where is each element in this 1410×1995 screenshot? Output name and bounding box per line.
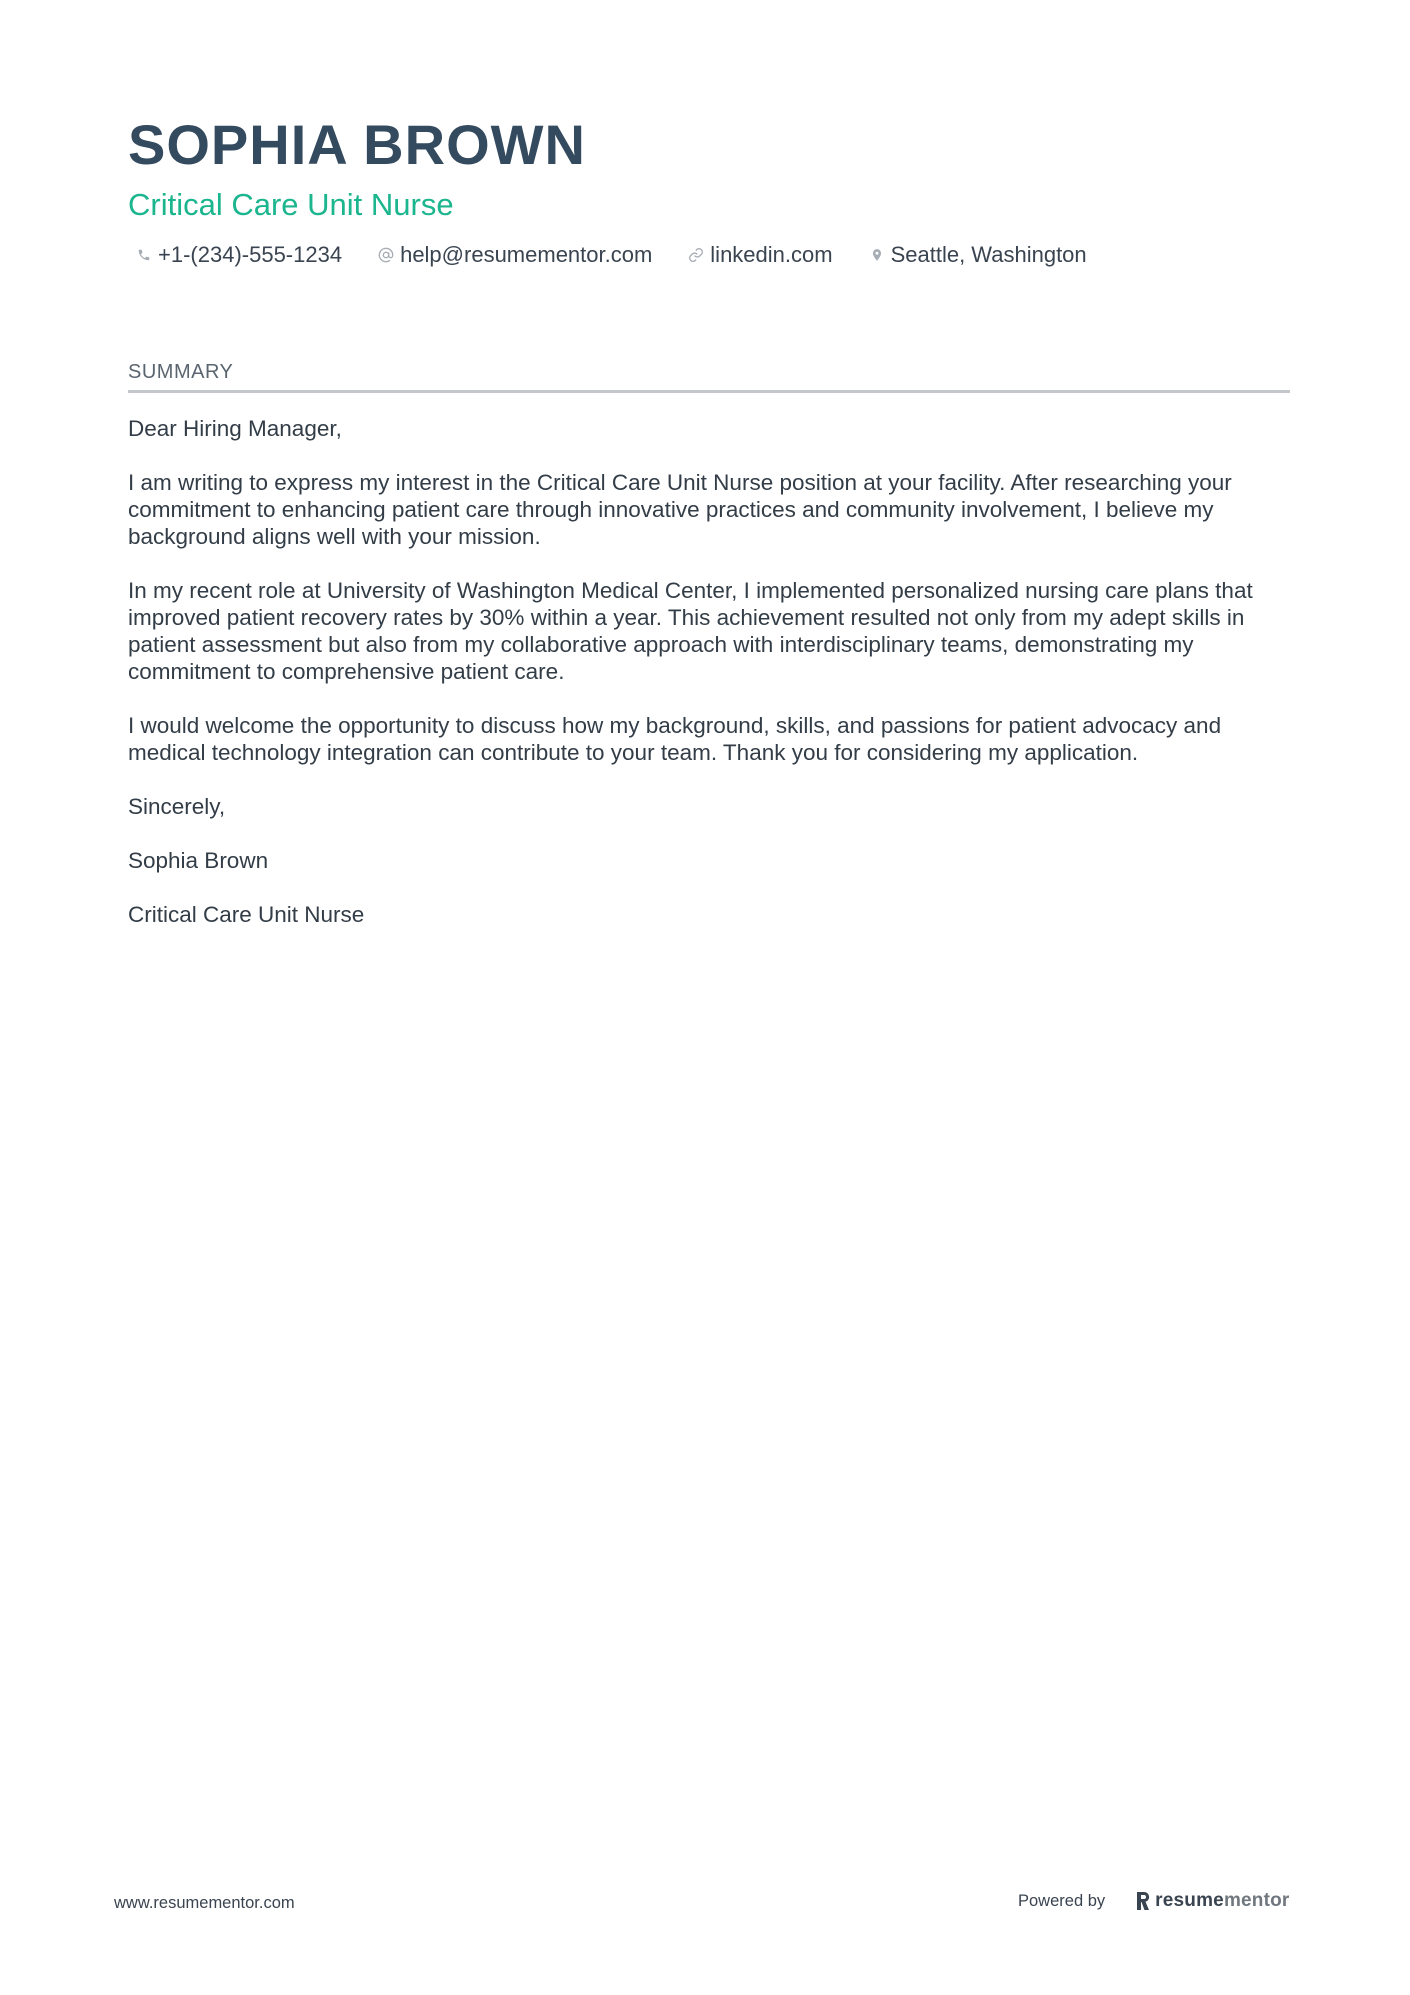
- brand-logo[interactable]: [1135, 1890, 1289, 1912]
- summary-section: [128, 358, 1290, 955]
- job-title: Critical Care Unit Nurse: [128, 187, 454, 222]
- at-icon: [378, 245, 394, 265]
- contact-email[interactable]: [370, 240, 652, 270]
- sign-off: Sincerely,: [128, 794, 226, 819]
- contact-linkedin[interactable]: [680, 240, 832, 270]
- link-icon: [688, 245, 704, 265]
- phone-icon: [136, 245, 152, 265]
- location-pin-icon: [869, 245, 885, 265]
- linkedin-text[interactable]: linkedin.com: [710, 242, 833, 267]
- contact-bar: [128, 240, 1288, 270]
- contact-phone: [128, 240, 342, 270]
- paragraph-closing: I would welcome the opportunity to discuss how my background, skills, and passions for patient advocacy and medical technology integration can contribute to your team. Thank you for considering my application.: [128, 713, 1222, 765]
- letter-body: [128, 415, 1290, 928]
- resumementor-logo-icon: [1135, 1891, 1151, 1911]
- footer-branding: [1018, 1890, 1290, 1912]
- contact-location: [861, 240, 1087, 270]
- signature-title: Critical Care Unit Nurse: [128, 902, 365, 927]
- header: [128, 110, 1288, 270]
- candidate-name: SOPHIA BROWN: [128, 113, 586, 176]
- signature-name: Sophia Brown: [128, 848, 269, 873]
- phone-text: +1-(234)-555-1234: [158, 242, 343, 267]
- email-text[interactable]: help@resumementor.com: [400, 242, 653, 267]
- brand-name-part2: mentor: [1223, 1890, 1290, 1911]
- footer-website[interactable]: www.resumementor.com: [114, 1894, 295, 1912]
- paragraph-experience: In my recent role at University of Washington Medical Center, I implemented personalized nursing care plans that improved patient recovery rates by 30% within a year. This achievement resulted not only from my adept skills in patient assessment but also from my collaborative approach with interdisciplinary teams, demonstrating my commitment to comprehensive patient care.: [128, 578, 1253, 684]
- paragraph-intro: I am writing to express my interest in the Critical Care Unit Nurse position at your facility. After researching your commitment to enhancing patient care through innovative practices and community involvement, I believe my background aligns well with your mission.: [128, 470, 1232, 549]
- salutation: Dear Hiring Manager,: [128, 416, 342, 441]
- location-text: Seattle, Washington: [890, 242, 1087, 267]
- section-title: SUMMARY: [128, 358, 1290, 393]
- brand-name-part1: resume: [1155, 1890, 1224, 1911]
- powered-by-label: Powered by: [1018, 1891, 1106, 1910]
